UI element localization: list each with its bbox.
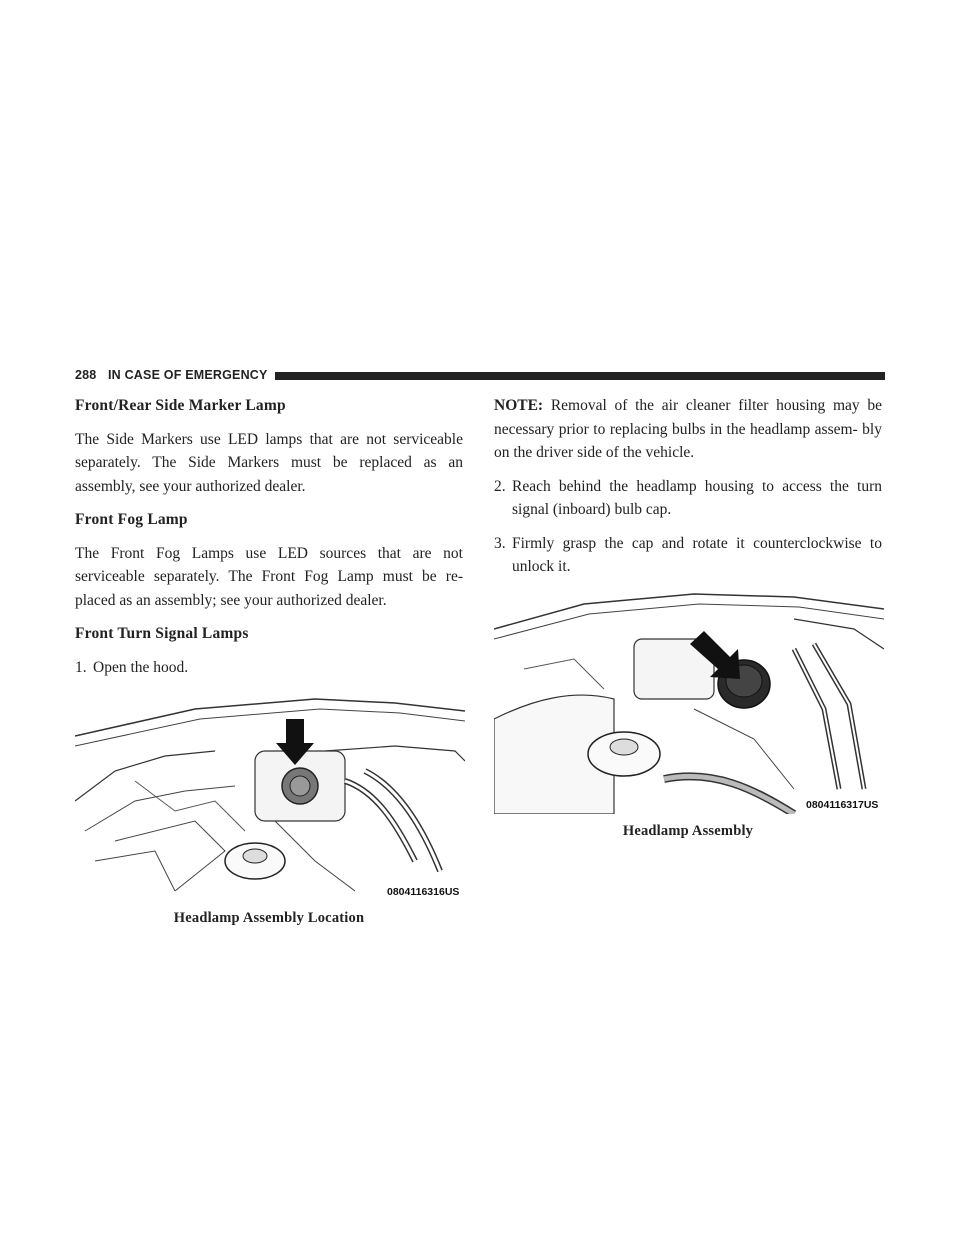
engine-bay-illustration [75, 691, 465, 901]
step-text: Open the hood. [93, 658, 189, 676]
paragraph-fog-lamp: The Front Fog Lamps use LED sources that are not serviceable separately. The Front Fog Lamp must be re- placed as an assembly; see your authorized dealer. [75, 544, 463, 609]
step-number: 1. [75, 658, 87, 676]
figure-caption: Headlamp Assembly [622, 822, 754, 839]
left-column [75, 394, 463, 931]
note-label: NOTE: [494, 397, 544, 414]
right-column [494, 394, 882, 843]
page-header [75, 368, 885, 386]
step-2 [494, 475, 882, 522]
step-number: 2. [494, 477, 506, 495]
header-rule [275, 372, 885, 380]
figure-code: 0804116316US [385, 881, 461, 905]
heading-turn-signal: Front Turn Signal Lamps [75, 625, 249, 642]
figure-caption: Headlamp Assembly Location [173, 910, 365, 926]
step-number: 3. [494, 534, 506, 552]
step-1 [75, 656, 463, 680]
step-text: Firmly grasp the cap and rotate it counterclockwise to unlock it. [512, 534, 882, 575]
paragraph-side-marker: The Side Markers use LED lamps that are not serviceable separately. The Side Markers must be replaced as an assembly, see your authorized dealer. [75, 430, 463, 495]
section-title: IN CASE OF EMERGENCY [108, 368, 268, 382]
step-text: Reach behind the headlamp housing to access the turn signal (inboard) bulb cap. [512, 477, 882, 518]
heading-fog-lamp: Front Fog Lamp [75, 511, 188, 528]
page-number: 288 [75, 368, 97, 382]
headlamp-assembly-illustration [494, 589, 884, 814]
figure-headlamp-assembly [494, 589, 882, 844]
figure-code: 0804116317US [804, 794, 880, 818]
figure-headlamp-location [75, 691, 463, 931]
step-3 [494, 532, 882, 579]
note-text: Removal of the air cleaner filter housing may be necessary prior to replacing bulbs in the headlamp assem- bly on the driver side of the vehicle. [494, 397, 882, 461]
heading-side-marker: Front/Rear Side Marker Lamp [75, 397, 286, 414]
note-paragraph [494, 394, 882, 465]
